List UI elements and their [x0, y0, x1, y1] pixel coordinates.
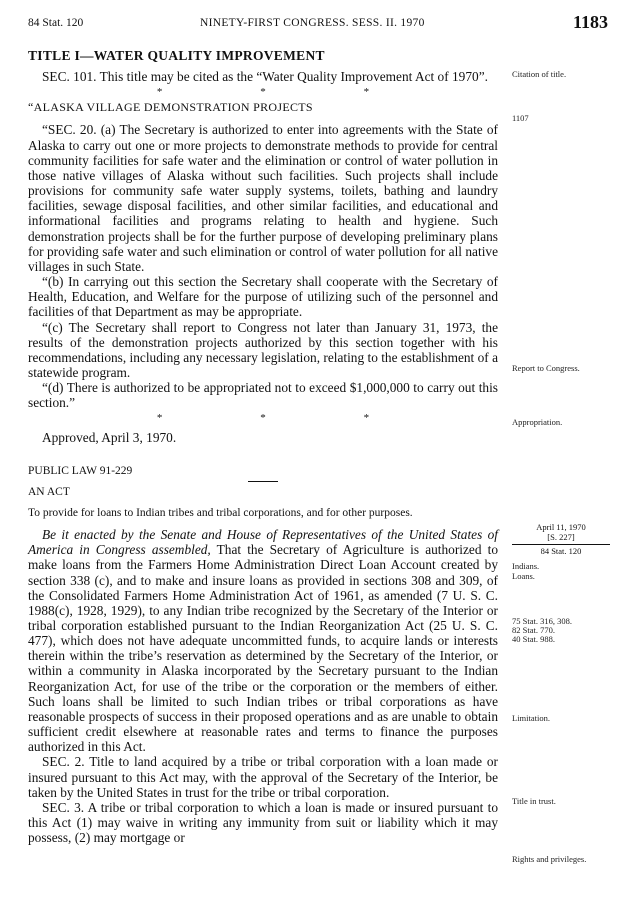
enacting-clause: Be it enacted by the Senate and House of Representatives of the United States of America in Congress assembled,: [28, 527, 498, 558]
header-stat: 84 Stat. 120: [28, 17, 84, 29]
section-1: [28, 527, 498, 754]
margin-report: Report to Congress.: [512, 363, 580, 373]
sec20-c: “(c) The Secretary shall report to Congress not later than January 31, 1973, the results of the demonstration projects authorized by this section together with his recommendations, including any necessary legislation, relating to the establishment of a statewide program.: [28, 319, 498, 380]
margin-appropriation: Appropriation.: [512, 417, 563, 427]
subheading: “ALASKA VILLAGE DEMONSTRATION PROJECTS: [28, 100, 313, 115]
page-number: 1183: [572, 12, 608, 32]
margin-title-trust: Title in trust.: [512, 796, 556, 806]
star: *: [363, 86, 370, 99]
main-text: [28, 44, 498, 845]
star: *: [260, 86, 266, 99]
section-1-text: That the Secretary of Agriculture is authorized to make loans from the Farmers Home Administration Direct Loan Account created by section 338 (c), and to make and insure loans as provided in sections 308 and 309, of the Consolidated Farmers Home Administration Act of 1961, as amended (7 U. S. C. 1988(c), 1928, 1929), to any Indian tribe recognized by the Secretary of the Interior or tribal corporation established pursuant to the Indian Reorganization Act (25 U. S. C. 477), which does not have adequate uncommitted funds, to acquire lands or interests therein within the tribe’s reservation as determined by the Secretary of the Interior, or within a community in Alaska incorporated by the Secretary pursuant to the Indian Reorganization Act, for use of the tribe or the corporation or the members of either. Such loans shall be limited to such Indian tribes or tribal corporations as have reasonable prospects of success in their proposed operations and as are unable to obtain sufficient credit elsewhere at reasonable rates and terms to finance the purposes authorized in this Act.: [28, 542, 498, 755]
header-congress: NINETY-FIRST CONGRESS. SESS. II. 1970: [200, 17, 425, 29]
margin-stat: 84 Stat. 120: [540, 546, 582, 556]
margin-limitation: Limitation.: [512, 713, 551, 723]
star: *: [156, 86, 163, 99]
public-law-number: PUBLIC LAW 91-229: [28, 464, 133, 477]
approved-date: Approved, April 3, 1970.: [42, 430, 177, 446]
page-header: [0, 14, 624, 38]
title-heading: TITLE I—WATER QUALITY IMPROVEMENT: [28, 48, 325, 63]
sec20-d: “(d) There is authorized to be appropriated not to exceed $1,000,000 to carry out this section.”: [28, 380, 498, 411]
star: *: [156, 412, 163, 425]
margin-rights: Rights and privileges.: [512, 854, 587, 864]
ellipsis-stars: [28, 86, 498, 98]
margin-ref-1107: 1107: [512, 113, 529, 123]
margin-loans: Loans.: [512, 571, 535, 581]
ellipsis-stars: [28, 412, 498, 424]
divider: [248, 481, 278, 482]
margin-rule: [512, 544, 610, 545]
section-101: SEC. 101. This title may be cited as the “Water Quality Improvement Act of 1970”.: [42, 69, 488, 85]
star: *: [260, 412, 266, 425]
star: *: [363, 412, 370, 425]
margin-stat-ref: 82 Stat. 770.: [512, 625, 555, 635]
margin-date: April 11, 1970: [536, 522, 586, 532]
margin-stat-ref: 40 Stat. 988.: [512, 634, 555, 644]
section-3: SEC. 3. A tribe or tribal corporation to which a loan is made or insured pursuant to this Act (1) may waive in writing any immunity from suit or liability which it may possess, (2) may mortgage or: [28, 799, 498, 846]
section-2: SEC. 2. Title to land acquired by a tribe or tribal corporation with a loan made or insured pursuant to this Act may, with the approval of the Secretary of the Interior, be taken by the United States in trust for the tribe or tribal corporation.: [28, 754, 498, 800]
act-purpose: To provide for loans to Indian tribes and tribal corporations, and for other purposes.: [28, 506, 413, 519]
sec20-a: “SEC. 20. (a) The Secretary is authorized to enter into agreements with the State of Alaska to carry out one or more projects to demonstrate methods to provide for central community facilities for safe water and the elimination or control of water pollution in those native villages of Alaska without such facilities. Such projects shall include provisions for community safe water supply systems, toilets, bathing and laundry facilities, sewage disposal facilities, and other similar facilities, and educational and informational facilities and programs relating to health and hygiene. Such demonstration projects shall be for the further purpose of developing preliminary plans for providing safe water and such elimination or control of water pollution for all native villages in such State.: [28, 122, 498, 274]
margin-date-block: [512, 523, 610, 557]
margin-indians: Indians.: [512, 561, 540, 571]
margin-bill: [S. 227]: [547, 531, 575, 542]
margin-citation: Citation of title.: [512, 69, 567, 79]
sec20-b: “(b) In carrying out this section the Secretary shall cooperate with the Secretary of Health, Education, and Welfare for the purpose of utilizing such of the personnel and facilities of that Department as may be appropriate.: [28, 274, 498, 320]
an-act-heading: AN ACT: [28, 485, 70, 498]
margin-stat-ref: 75 Stat. 316, 308.: [512, 616, 572, 626]
